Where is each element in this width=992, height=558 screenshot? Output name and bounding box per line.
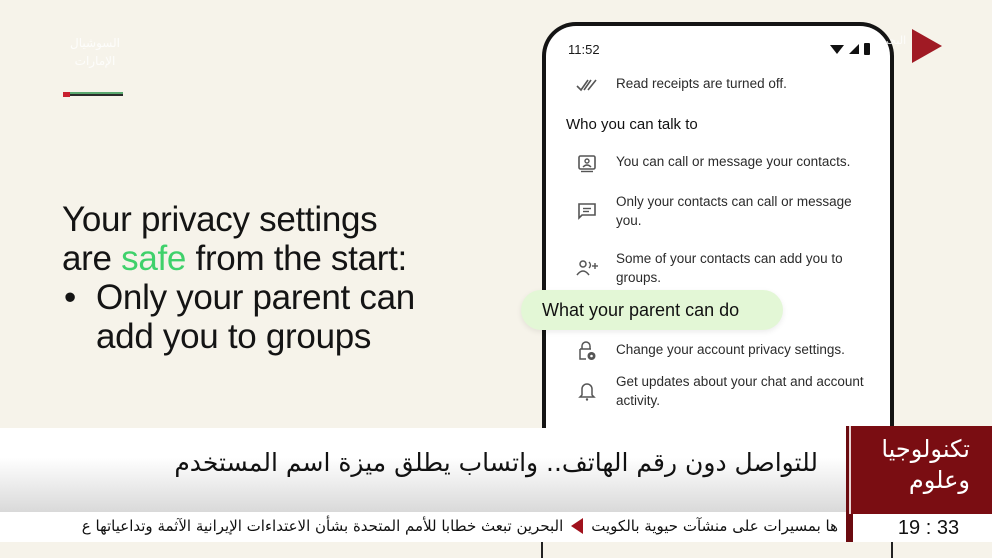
ticker-separator-icon [571,518,583,534]
channel-logo [858,26,950,86]
list-item: Change your account privacy settings. [572,340,874,362]
watermark-text: السوشيال الإمارات [70,36,120,68]
wifi-icon [830,45,844,54]
lock-settings-icon [572,340,602,362]
message-icon [572,200,602,222]
flag-stripe [63,92,123,97]
ticker-item: ها بمسيرات على منشآت حيوية بالكويت [591,517,838,535]
add-people-icon [572,257,602,279]
read-receipts-row: Read receipts are turned off. [572,74,874,96]
privacy-headline [62,200,502,356]
divider [891,542,893,558]
channel-watermark [60,34,130,104]
logo-text: البحرين [871,34,907,47]
headline-line-1: Your privacy settings [62,200,378,239]
status-bar [568,40,870,58]
list-item: You can call or message your contacts. [572,152,874,174]
headline-line-2: are safe from the start: [62,239,407,278]
news-headline-bar [0,428,846,512]
double-check-icon [572,74,602,96]
list-item: Only your contacts can call or message you. [572,192,874,230]
bullet-dot: • [64,278,76,317]
category-box [846,426,992,514]
clock: 19 : 33 [853,514,992,542]
contact-card-icon [572,152,602,174]
status-time: 11:52 [568,41,600,57]
accent-word: safe [121,239,187,278]
section-title-who-can-talk: Who you can talk to [566,116,698,133]
divider [541,542,543,558]
list-item: Get updates about your chat and account activity. [572,372,874,410]
news-ticker [0,512,846,542]
parent-section-pill: What your parent can do [521,290,783,330]
phone-mockup [542,22,894,462]
bell-icon [572,380,602,402]
news-headline: للتواصل دون رقم الهاتف.. واتساب يطلق ميزة اسم المستخدم [174,448,818,477]
category-label: تكنولوجيا وعلوم [881,435,970,494]
ticker-item: البحرين تبعث خطابا للأمم المتحدة بشأن الاعتداءات الإيرانية الآثمة وتداعياتها ع [81,517,564,535]
list-item: Some of your contacts can add you to groups. [572,249,874,287]
play-icon [912,29,942,63]
bullet-item: • Only your parent can add you to groups [64,278,415,356]
